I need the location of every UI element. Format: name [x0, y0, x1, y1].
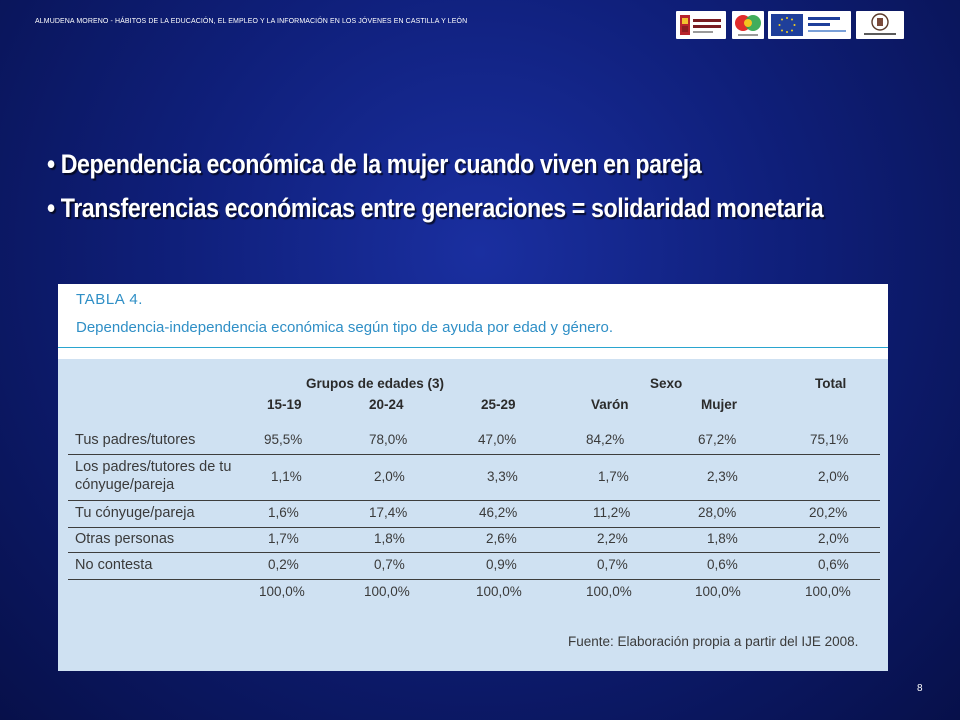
table-cell: 0,6%	[707, 557, 738, 572]
age-group-header: Grupos de edades (3)	[306, 376, 445, 391]
bullet-item: • Dependencia económica de la mujer cuando viven en pareja	[47, 149, 702, 179]
table-cell: 28,0%	[698, 505, 737, 520]
table-cell: 1,8%	[374, 531, 405, 546]
table-title: TABLA 4.	[76, 291, 144, 308]
table-cell: 2,2%	[597, 531, 628, 546]
column-header: Varón	[591, 397, 629, 412]
table-cell: 1,7%	[598, 469, 629, 484]
table-cell: 0,6%	[818, 557, 849, 572]
table-cell: 11,2%	[593, 505, 631, 520]
row-divider	[68, 527, 880, 528]
table-cell: 46,2%	[479, 505, 518, 520]
row-label: No contesta	[75, 557, 153, 573]
table-cell: 95,5%	[264, 432, 303, 447]
row-label: Tu cónyuge/pareja	[75, 505, 195, 521]
row-divider	[68, 579, 880, 580]
junta-castilla-leon-logo	[676, 11, 726, 39]
table-cell: 78,0%	[369, 432, 408, 447]
table-cell: 2,0%	[374, 469, 405, 484]
table-cell: 2,0%	[818, 531, 849, 546]
table-cell: 1,1%	[271, 469, 302, 484]
row-divider	[68, 454, 880, 455]
header-text: ALMUDENA MORENO - HÁBITOS DE LA EDUCACIÓN, EL EMPLEO Y LA INFORMACIÓN EN LOS JÓVENES EN CASTILLA Y LEÓN	[35, 18, 468, 25]
table-cell: 2,3%	[707, 469, 738, 484]
table-cell: 3,3%	[487, 469, 518, 484]
bullet-list	[47, 142, 950, 230]
column-header: 15-19	[267, 397, 302, 412]
table-source: Fuente: Elaboración propia a partir del IJE 2008.	[568, 634, 859, 649]
total-cell: 100,0%	[476, 584, 522, 599]
row-label: Los padres/tutores de tu cónyuge/pareja	[75, 459, 232, 493]
table-cell: 1,7%	[268, 531, 299, 546]
total-cell: 100,0%	[586, 584, 632, 599]
fse-logo	[732, 11, 764, 39]
universidad-valladolid-logo	[856, 11, 904, 39]
table-cell: 84,2%	[586, 432, 625, 447]
table-cell: 0,9%	[486, 557, 517, 572]
sex-group-header: Sexo	[650, 376, 683, 391]
table-header-area	[58, 284, 888, 359]
table-cell: 20,2%	[809, 505, 848, 520]
table-subtitle: Dependencia-independencia económica según tipo de ayuda por edad y género.	[76, 319, 614, 336]
table-cell: 1,6%	[268, 505, 299, 520]
table-cell: 17,4%	[369, 505, 408, 520]
total-cell: 100,0%	[695, 584, 741, 599]
table-cell: 0,7%	[597, 557, 628, 572]
column-header: Mujer	[701, 397, 738, 412]
table-cell: 2,6%	[486, 531, 517, 546]
table-cell: 2,0%	[818, 469, 849, 484]
total-header: Total	[815, 376, 847, 391]
column-header: 20-24	[369, 397, 404, 412]
table-cell: 47,0%	[478, 432, 517, 447]
bullet-item: • Transferencias económicas entre generaciones = solidaridad monetaria	[47, 193, 824, 223]
table-cell: 67,2%	[698, 432, 737, 447]
row-label: Otras personas	[75, 531, 175, 547]
union-europea-feder-logo	[768, 11, 851, 39]
header-divider	[58, 347, 888, 348]
page-number: 8	[917, 683, 923, 694]
row-label: Tus padres/tutores	[75, 432, 196, 448]
table-cell: 0,2%	[268, 557, 299, 572]
row-divider	[68, 500, 880, 501]
table-image	[58, 284, 888, 671]
column-header: 25-29	[481, 397, 516, 412]
table-cell: 1,8%	[707, 531, 738, 546]
total-cell: 100,0%	[259, 584, 305, 599]
row-divider	[68, 552, 880, 553]
total-cell: 100,0%	[805, 584, 851, 599]
table-cell: 75,1%	[810, 432, 849, 447]
total-cell: 100,0%	[364, 584, 410, 599]
table-cell: 0,7%	[374, 557, 405, 572]
